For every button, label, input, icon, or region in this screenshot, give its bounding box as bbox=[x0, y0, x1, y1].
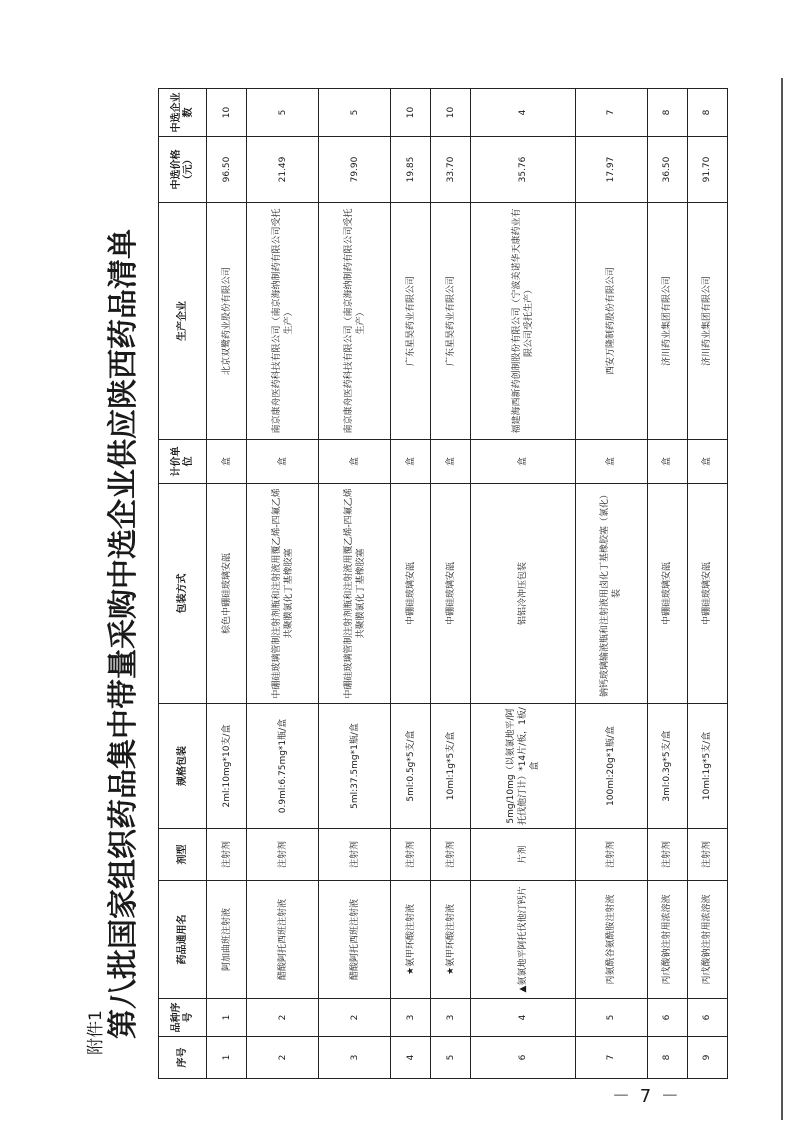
table-cell: 2ml:10mg*10支/盒 bbox=[207, 704, 247, 829]
table-cell: 10ml:1g*5支/盒 bbox=[687, 704, 727, 829]
table-cell: 片剂 bbox=[471, 829, 575, 881]
annex-label: 附件1 bbox=[86, 1010, 106, 1055]
table-row bbox=[431, 89, 471, 1079]
table-cell: 1 bbox=[207, 1037, 247, 1079]
table-cell: 注射剂 bbox=[207, 829, 247, 881]
table-cell: 2 bbox=[319, 999, 391, 1037]
table-cell: 盒 bbox=[207, 440, 247, 484]
table-cell: 1 bbox=[207, 999, 247, 1037]
table-cell: 南京康舟医药科技有限公司（南京海纳制药有限公司受托生产） bbox=[319, 203, 391, 440]
table-cell: 西安万隆制药股份有限公司 bbox=[575, 203, 647, 440]
table-row bbox=[471, 89, 575, 1079]
table-cell: 10ml:1g*5支/盒 bbox=[431, 704, 471, 829]
table-cell: 2 bbox=[247, 999, 319, 1037]
table-cell: 6 bbox=[687, 999, 727, 1037]
table-cell: 中硼硅玻璃安瓿 bbox=[647, 484, 687, 704]
table-cell: 4 bbox=[391, 1037, 431, 1079]
header-cell: 序号 bbox=[159, 1037, 207, 1079]
table-cell: 中硼硅玻璃安瓿 bbox=[391, 484, 431, 704]
table-cell: 0.9ml:6.75mg*1瓶/盒 bbox=[247, 704, 319, 829]
table-row bbox=[575, 89, 647, 1079]
table-cell: 10 bbox=[391, 89, 431, 137]
table-cell: 33.70 bbox=[431, 137, 471, 203]
table-cell: 盒 bbox=[431, 440, 471, 484]
table-cell: 19.85 bbox=[391, 137, 431, 203]
table-cell: 钠钙玻璃输液瓶和注射液用卤化丁基橡胶塞（氯化）装 bbox=[575, 484, 647, 704]
table-cell: 南京康舟医药科技有限公司（南京海纳制药有限公司受托生产） bbox=[247, 203, 319, 440]
rotated-content bbox=[96, 89, 728, 1079]
table-cell: 注射剂 bbox=[391, 829, 431, 881]
table-cell: 6 bbox=[647, 999, 687, 1037]
table-row bbox=[391, 89, 431, 1079]
table-cell: 盒 bbox=[647, 440, 687, 484]
table-cell: 盒 bbox=[247, 440, 319, 484]
table-cell: 8 bbox=[647, 1037, 687, 1079]
table-cell: 铝铝冷冲压包装 bbox=[471, 484, 575, 704]
table-cell: 福建海西新药创制股份有限公司（宁波美诺华天康药业有限公司受托生产） bbox=[471, 203, 575, 440]
header-cell: 包装方式 bbox=[159, 484, 207, 704]
table-cell: 中硼硅玻璃管制注射剂瓶和注射液用覆乙烯-四氟乙烯共聚膜氯化丁基橡胶塞 bbox=[319, 484, 391, 704]
table-cell: 8 bbox=[687, 89, 727, 137]
table-cell: 3ml:0.3g*5支/盒 bbox=[647, 704, 687, 829]
table-cell: 丙氨酰谷氨酰胺注射液 bbox=[575, 881, 647, 999]
table-cell: 10 bbox=[431, 89, 471, 137]
table-cell: 79.90 bbox=[319, 137, 391, 203]
table-row bbox=[647, 89, 687, 1079]
table-cell: 5mg/10mg（以氨氯地平/阿托伐他汀计）*14片/板，1板/盒 bbox=[471, 704, 575, 829]
table-cell: 丙戊酸钠注射用浓溶液 bbox=[647, 881, 687, 999]
table-cell: 中硼硅玻璃管制注射剂瓶和注射液用覆乙烯-四氟乙烯共聚膜氯化丁基橡胶塞 bbox=[247, 484, 319, 704]
table-cell: ▲氨氯地平阿托伐他汀钙片 bbox=[471, 881, 575, 999]
table-row bbox=[319, 89, 391, 1079]
page-edge-line bbox=[781, 78, 783, 1120]
header-cell: 规格包装 bbox=[159, 704, 207, 829]
table-cell: 3 bbox=[431, 999, 471, 1037]
table-cell: 注射剂 bbox=[319, 829, 391, 881]
table-cell: 5ml:0.5g*5支/盒 bbox=[391, 704, 431, 829]
table-cell: 注射剂 bbox=[247, 829, 319, 881]
table-cell: 中硼硅玻璃安瓿 bbox=[687, 484, 727, 704]
table-cell: 17.97 bbox=[575, 137, 647, 203]
table-cell: 21.49 bbox=[247, 137, 319, 203]
table-cell: 2 bbox=[247, 1037, 319, 1079]
table-cell: 100ml:20g*1瓶/盒 bbox=[575, 704, 647, 829]
table-cell: 96.50 bbox=[207, 137, 247, 203]
table-row bbox=[687, 89, 727, 1079]
table-cell: 4 bbox=[471, 89, 575, 137]
table-header-row bbox=[159, 89, 207, 1079]
table-cell: 盒 bbox=[471, 440, 575, 484]
table-cell: 9 bbox=[687, 1037, 727, 1079]
table-cell: 盒 bbox=[687, 440, 727, 484]
table-cell: ★氨甲环酸注射液 bbox=[431, 881, 471, 999]
table-cell: 广东星昊药业有限公司 bbox=[391, 203, 431, 440]
drug-list-table bbox=[158, 88, 728, 1079]
table-cell: 3 bbox=[391, 999, 431, 1037]
table-cell: 5 bbox=[431, 1037, 471, 1079]
table-cell: 注射剂 bbox=[575, 829, 647, 881]
table-cell: 醋酸阿托西班注射液 bbox=[319, 881, 391, 999]
table-cell: 5 bbox=[319, 89, 391, 137]
table-cell: 注射剂 bbox=[687, 829, 727, 881]
table-cell: 醋酸阿托西班注射液 bbox=[247, 881, 319, 999]
header-cell: 计价单位 bbox=[159, 440, 207, 484]
table-cell: 5 bbox=[575, 999, 647, 1037]
table-cell: 济川药业集团有限公司 bbox=[687, 203, 727, 440]
table-cell: 7 bbox=[575, 1037, 647, 1079]
table-cell: 北京双鹭药业股份有限公司 bbox=[207, 203, 247, 440]
document-title: 第八批国家组织药品集中带量采购中选企业供应陕西药品清单 bbox=[106, 229, 141, 1039]
table-cell: 盒 bbox=[575, 440, 647, 484]
page-number: － 7 － bbox=[612, 1086, 681, 1107]
table-cell: 丙戊酸钠注射用浓溶液 bbox=[687, 881, 727, 999]
table-cell: 4 bbox=[471, 999, 575, 1037]
table-cell: 盒 bbox=[391, 440, 431, 484]
table-cell: 济川药业集团有限公司 bbox=[647, 203, 687, 440]
table-cell: 注射剂 bbox=[431, 829, 471, 881]
table-row bbox=[247, 89, 319, 1079]
table-cell: 阿加曲班注射液 bbox=[207, 881, 247, 999]
table-cell: 10 bbox=[207, 89, 247, 137]
header-cell: 中选企业数 bbox=[159, 89, 207, 137]
table-cell: 5 bbox=[247, 89, 319, 137]
table-cell: ★氨甲环酸注射液 bbox=[391, 881, 431, 999]
table-cell: 棕色中硼硅玻璃安瓿 bbox=[207, 484, 247, 704]
table-cell: 36.50 bbox=[647, 137, 687, 203]
table-cell: 3 bbox=[319, 1037, 391, 1079]
header-cell: 品种序号 bbox=[159, 999, 207, 1037]
table-cell: 8 bbox=[647, 89, 687, 137]
table-cell: 广东星昊药业有限公司 bbox=[431, 203, 471, 440]
header-cell: 剂型 bbox=[159, 829, 207, 881]
table-cell: 中硼硅玻璃安瓿 bbox=[431, 484, 471, 704]
table-cell: 5ml:37.5mg*1瓶/盒 bbox=[319, 704, 391, 829]
table-cell: 35.76 bbox=[471, 137, 575, 203]
header-cell: 中选价格（元） bbox=[159, 137, 207, 203]
table-cell: 7 bbox=[575, 89, 647, 137]
table-row bbox=[207, 89, 247, 1079]
table-cell: 6 bbox=[471, 1037, 575, 1079]
table-cell: 盒 bbox=[319, 440, 391, 484]
header-cell: 生产企业 bbox=[159, 203, 207, 440]
table-cell: 91.70 bbox=[687, 137, 727, 203]
table-cell: 注射剂 bbox=[647, 829, 687, 881]
header-cell: 药品通用名 bbox=[159, 881, 207, 999]
